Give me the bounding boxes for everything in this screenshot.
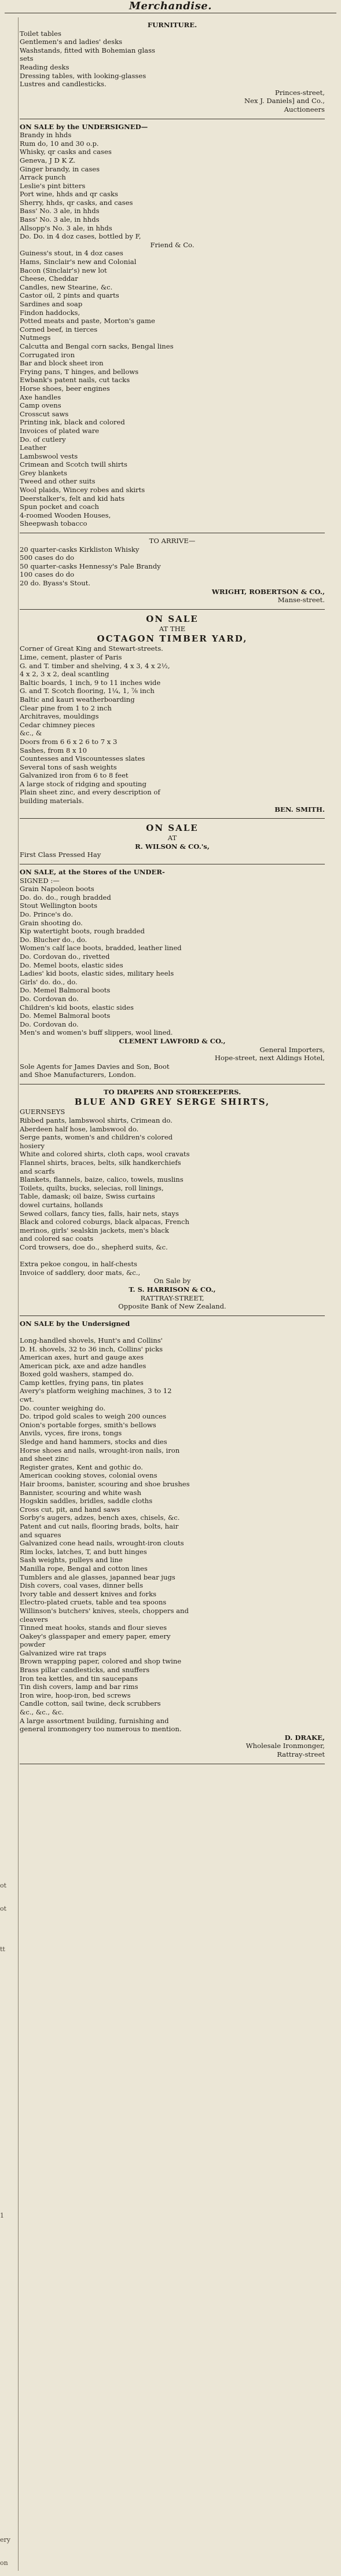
ad-line: Baltic and kauri weatherboarding [20, 695, 135, 703]
ad-line: Do. Cordovan do., rivetted [20, 952, 110, 961]
ad-line: Whisky, qr casks and cases [20, 148, 112, 156]
ad-line: Potted meats and paste, Morton's game [20, 317, 155, 325]
ad-line: Crosscut saws [20, 409, 69, 418]
ad-line: American cooking stoves, colonial ovens [20, 1471, 157, 1480]
ad-line: ON SALE by the UNDERSIGNED— [20, 122, 148, 131]
ad-line: Princes-street, [275, 88, 325, 97]
ad-line: Women's calf lace boots, bradded, leather lined [20, 944, 182, 952]
advertisement [20, 119, 325, 534]
ad-line: Do. do. do., rough bradded [20, 893, 111, 902]
ad-line: TO ARRIVE— [149, 537, 196, 545]
ad-line: Iron wire, hoop-iron, bed screws [20, 1691, 131, 1699]
ad-line: Allsopp's No. 3 ale, in hhds [20, 223, 112, 232]
ad-line: and scarfs [20, 1167, 55, 1175]
ad-line: Anvils, vyces, fire irons, tongs [20, 1429, 122, 1438]
ad-line: SIGNED :— [20, 876, 60, 885]
ad-line: Toilets, quilts, bucks, selecias, roll linings, [20, 1183, 164, 1192]
ad-line: Do. Cordovan do. [20, 994, 79, 1003]
ad-line: BLUE AND GREY SERGE SHIRTS, [74, 1097, 270, 1108]
ad-line: A large stock of ridging and spouting [20, 779, 146, 788]
ad-line: Gentlemen's and ladies' desks [20, 38, 123, 46]
ad-line: Ivory table and dessert knives and forks [20, 1589, 157, 1598]
ad-line: Candle cotton, sail twine, deck scrubbers [20, 1699, 161, 1708]
ad-line: 500 cases do do [20, 554, 75, 562]
ad-line: ON SALE by the Undersigned [20, 1319, 130, 1328]
ad-line: On Sale by [153, 1277, 191, 1285]
ad-line: Corner of Great King and Stewart-streets. [20, 644, 163, 653]
ad-line: Do. Prince's do. [20, 910, 74, 918]
ad-line: D. DRAKE, [284, 1733, 325, 1742]
ad-line: and Shoe Manufacturers, London. [20, 1071, 136, 1079]
ad-line: Grain shooting do. [20, 918, 83, 927]
ad-line: 4 x 2, 3 x 2, deal scantling [20, 670, 109, 679]
ad-line: Several tons of sash weights [20, 763, 117, 771]
ad-line: Nutmegs [20, 334, 51, 342]
ad-line: Sole Agents for James Davies and Son, Boot [20, 1062, 170, 1071]
ad-line: sets [20, 54, 34, 63]
ad-line: Galvanized wire rat traps [20, 1648, 107, 1657]
ad-line: Hair brooms, banister, scouring and shoe brushes [20, 1480, 190, 1488]
ad-line: Washstands, fitted with Bohemian glass [20, 46, 155, 54]
ad-line: BEN. SMITH. [274, 805, 325, 814]
advertisement [20, 610, 325, 819]
ad-line: G. and T. Scotch flooring, 1¼, 1, ⅞ inch [20, 687, 155, 695]
ad-line: A large assortment building, furnishing and [20, 1716, 169, 1725]
ad-line: Ribbed pants, lambswool shirts, Crimean do. [20, 1116, 173, 1125]
ad-line: powder [20, 1640, 46, 1649]
ad-line: Lambswool vests [20, 452, 78, 460]
ad-line: &c., & [20, 729, 42, 738]
ad-line: Auctioneers [284, 105, 325, 113]
ad-line: Plain sheet zinc, and every description of [20, 788, 160, 797]
ad-line: Brandy in hhds [20, 131, 72, 140]
ad-line: Rum do, 10 and 30 o.p. [20, 139, 99, 148]
ad-line: Bannister, scouring and white wash [20, 1488, 141, 1497]
ad-line: Grey blankets [20, 468, 67, 477]
advertisement [20, 533, 325, 610]
ad-line: Aberdeen half hose, lambswool do. [20, 1124, 139, 1133]
ad-line: Lustres and candlesticks. [20, 80, 107, 89]
ad-line: Sledge and hand hammers, stocks and dies [20, 1438, 167, 1446]
ad-line: Girls' do. do., do. [20, 977, 78, 986]
ad-line: Hogskin saddles, bridles, saddle cloths [20, 1497, 153, 1505]
ad-line: Tinned meat hooks, stands and flour sieves [20, 1624, 167, 1632]
ad-line: Cord trowsers, doe do., shepherd suits, &c. [20, 1243, 168, 1251]
ad-line: Do. Memel Balmoral boots [20, 986, 111, 995]
ad-line: cleavers [20, 1615, 48, 1624]
ad-line: Deerstalker's, felt and kid hats [20, 494, 125, 503]
ad-line: Kip watertight boots, rough bradded [20, 927, 145, 936]
ad-line: RATTRAY-STREET, [140, 1294, 204, 1302]
ad-line: Horse shoes and nails, wrought-iron nails, iron [20, 1446, 180, 1454]
ad-line: Geneva, J D K Z. [20, 156, 76, 164]
ad-line: Architraves, mouldings [20, 712, 99, 721]
ad-line: Wholesale Ironmonger, [245, 1742, 325, 1750]
ad-line: Iron tea kettles, and tin saucepans [20, 1674, 138, 1683]
gutter-fragment: on [0, 2559, 8, 2567]
ad-line: D. H. shovels, 32 to 36 inch, Collins' picks [20, 1344, 163, 1353]
ad-line: Tumblers and ale glasses, japanned bear jugs [20, 1573, 175, 1581]
ad-line: 20 quarter-casks Kirkliston Whisky [20, 545, 140, 554]
ad-line: Opposite Bank of New Zealand. [118, 1302, 226, 1311]
advertisement [20, 17, 325, 119]
ad-line: General Importers, [259, 1045, 325, 1054]
ad-line: Corrugated iron [20, 350, 75, 359]
ad-line: ON SALE, at the Stores of the UNDER- [20, 868, 165, 877]
ad-line: Cross cut, pit, and hand saws [20, 1505, 120, 1514]
ad-line: Tweed and other suits [20, 477, 96, 486]
ad-line: Findon haddocks, [20, 308, 80, 317]
ad-line: Nex J. Daniels] and Co., [244, 97, 325, 105]
ad-line: Brown wrapping paper, colored and shop twine [20, 1657, 182, 1666]
ad-line: American axes, hurt and gauge axes [20, 1353, 144, 1362]
ad-line: Spun pocket and coach [20, 503, 99, 511]
ad-line: Onion's portable forges, smith's bellows [20, 1420, 156, 1429]
ad-line: Ginger brandy, in cases [20, 164, 100, 173]
ad-line: Castor oil, 2 pints and quarts [20, 291, 119, 300]
ad-line: Camp kettles, frying pans, tin plates [20, 1378, 144, 1387]
ad-line: Men's and women's buff slippers, wool lined. [20, 1028, 173, 1037]
gutter-fragment: ery [0, 2536, 10, 2544]
advertisement [20, 1316, 325, 1764]
ad-line: Register grates, Kent and gothic do. [20, 1463, 143, 1471]
ad-line: Axe handles [20, 393, 61, 401]
ad-line: Sash weights, pulleys and line [20, 1556, 123, 1564]
ad-line: Ladies' kid boots, elastic sides, military heels [20, 969, 174, 978]
ad-line: Galvanized cone head nails, wrought-iron clouts [20, 1539, 184, 1548]
ad-line: Bar and block sheet iron [20, 359, 104, 368]
ad-line: Corned beef, in tierces [20, 325, 98, 334]
ad-line: cwt. [20, 1395, 34, 1404]
ad-line: 50 quarter-casks Hennessy's Pale Brandy [20, 562, 161, 570]
ad-line: Manilla rope, Bengal and cotton lines [20, 1564, 148, 1573]
ad-line: Do. counter weighing do. [20, 1404, 106, 1412]
advertisement [20, 819, 325, 864]
ad-line: Camp ovens [20, 401, 61, 410]
advertisement [20, 1084, 325, 1316]
ad-line: dowel curtains, hollands [20, 1201, 103, 1209]
ad-line: Sardines and soap [20, 300, 83, 308]
ad-line: hosiery [20, 1141, 45, 1150]
ad-line: WRIGHT, ROBERTSON & CO., [211, 587, 325, 596]
ad-line: GUERNSEYS [20, 1108, 65, 1116]
ad-line: Guiness's stout, in 4 doz cases [20, 249, 123, 258]
advertisement [20, 864, 325, 1084]
ad-line: Leather [20, 444, 47, 452]
ad-line: Do. Blucher do., do. [20, 935, 87, 944]
ad-line: Brass pillar candlesticks, and snuffers [20, 1666, 150, 1674]
ad-line: Boxed gold washers, stamped do. [20, 1370, 134, 1379]
ad-line: Horse shoes, beer engines [20, 384, 110, 393]
ad-line: Oakey's glasspaper and emery paper, emery [20, 1632, 171, 1640]
ad-line: Arrack punch [20, 173, 66, 182]
ad-line: Friend & Co. [150, 240, 195, 249]
ad-line: Wool plaids, Wincey robes and skirts [20, 486, 145, 494]
ad-line: and colored sac coats [20, 1234, 94, 1243]
ad-line: Hope-street, next Aldings Hotel, [214, 1054, 325, 1062]
ad-line: Serge pants, women's and children's colored [20, 1133, 173, 1142]
ad-line: FURNITURE. [147, 21, 197, 29]
ad-line: Avery's platform weighing machines, 3 to 12 [20, 1387, 172, 1395]
ad-line: Invoices of plated ware [20, 426, 100, 435]
ad-line: Hams, Sinclair's new and Colonial [20, 258, 137, 266]
ad-line: &c., &c., &c. [20, 1708, 64, 1717]
ad-line: AT [167, 834, 177, 842]
ad-line: ON SALE [146, 823, 199, 834]
ad-line: Extra pekoe congou, in half-chests [20, 1260, 137, 1269]
ad-line: and squares [20, 1530, 61, 1539]
ad-line: Cheese, Cheddar [20, 274, 78, 283]
ad-line: Doors from 6 6 x 2 6 to 7 x 3 [20, 737, 118, 746]
ad-line: 20 do. Byass's Stout. [20, 579, 91, 587]
ad-line: general ironmongery too numerous to mention. [20, 1725, 182, 1734]
ad-line: G. and T. timber and shelving, 4 x 3, 4 x 2½, [20, 661, 170, 670]
ad-line: Calcutta and Bengal corn sacks, Bengal lines [20, 342, 174, 350]
ad-line: Frying pans, T hinges, and bellows [20, 367, 139, 376]
ad-line: CLEMENT LAWFORD & CO., [119, 1036, 226, 1045]
ad-line: Sorby's augers, adzes, bench axes, chisels, &c. [20, 1514, 180, 1522]
ad-line: AT THE [159, 624, 186, 633]
ad-line: Do. Cordovan do. [20, 1020, 79, 1028]
ad-line: Sherry, hhds, qr casks, and cases [20, 198, 133, 207]
ad-line: Sewed collars, fancy ties, falls, hair nets, stays [20, 1209, 179, 1218]
ad-line: Reading desks [20, 63, 69, 71]
ad-line: Toilet tables [20, 29, 61, 38]
ad-line: 100 cases do do [20, 570, 75, 579]
ad-line: Do. of cutlery [20, 435, 66, 444]
ad-line: Bass' No. 3 ale, in hhds [20, 207, 100, 215]
ad-line: Willinson's butchers' knives, steels, choppers and [20, 1606, 189, 1615]
ad-line: Stout Wellington boots [20, 902, 98, 910]
ad-line: Do. Memel boots, elastic sides [20, 961, 123, 969]
ad-line: Electro-plated cruets, table and tea spoons [20, 1598, 167, 1607]
ad-line: Baltic boards, 1 inch, 9 to 11 inches wide [20, 678, 161, 687]
ad-line: Clear pine from 1 to 2 inch [20, 703, 112, 712]
ad-line: Rim locks, latches, T, and butt hinges [20, 1547, 147, 1556]
ad-line: Do. Memel Balmoral boots [20, 1012, 111, 1020]
ad-line: R. WILSON & CO.'s, [135, 842, 210, 851]
ad-line: Lime, cement, plaster of Paris [20, 653, 122, 661]
ad-line: Cedar chimney pieces [20, 720, 95, 729]
ad-line: Do. tripod gold scales to weigh 200 ounces [20, 1412, 167, 1421]
ad-line: Bacon (Sinclair's) new lot [20, 266, 107, 274]
ad-line [20, 1252, 325, 1260]
gutter-fragment: ot [0, 1882, 7, 1889]
ad-line: Patent and cut nails, flooring brads, bolts, hair [20, 1522, 179, 1530]
ad-line [20, 1328, 325, 1336]
ad-line: Flannel shirts, braces, belts, silk handkerchiefs [20, 1159, 181, 1167]
ad-line: Sheepwash tobacco [20, 519, 87, 528]
ad-line: Printing ink, black and colored [20, 418, 125, 427]
ad-line: Rattray-street [277, 1750, 325, 1758]
ad-line: Countesses and Viscountesses slates [20, 754, 145, 763]
ad-line: First Class Pressed Hay [20, 851, 101, 859]
ad-line: Grain Napoleon boots [20, 885, 94, 893]
ad-line: Bass' No. 3 ale, in hhds [20, 215, 100, 224]
ad-line: Galvanized iron from 6 to 8 feet [20, 771, 129, 780]
ad-line: Dish covers, coal vases, dinner bells [20, 1581, 144, 1590]
ad-line: Ewbank's patent nails, cut tacks [20, 376, 130, 384]
ad-line: 4-roomed Wooden Houses, [20, 511, 111, 519]
ad-line: ON SALE [146, 613, 199, 624]
page-header: Merchandise. [129, 0, 212, 12]
ad-line: Blankets, flannels, baize, calico, towels, muslins [20, 1175, 184, 1184]
ad-line: Manse-street. [277, 596, 325, 604]
ad-line: Tin dish covers, lamp and bar rims [20, 1683, 138, 1691]
ad-line: and sheet zinc [20, 1454, 69, 1463]
ad-line: White and colored shirts, cloth caps, wool cravats [20, 1150, 190, 1159]
ad-line: building materials. [20, 797, 84, 805]
ad-line: TO DRAPERS AND STOREKEEPERS. [103, 1087, 241, 1096]
gutter-fragment: tt [0, 1945, 5, 1953]
gutter-fragment: ot [0, 1905, 7, 1912]
ad-line: Crimean and Scotch twill shirts [20, 460, 127, 469]
ad-line: Table, damask; oil baize, Swiss curtains [20, 1192, 155, 1201]
ad-line: Candles, new Stearine, &c. [20, 283, 113, 291]
ad-line: Sashes, from 8 x 10 [20, 746, 87, 754]
ad-line: merinos, girls' sealskin jackets, men's black [20, 1226, 169, 1234]
ad-line: T. S. HARRISON & CO., [129, 1285, 216, 1294]
ad-line: Invoice of saddlery, door mats, &c., [20, 1268, 141, 1277]
ad-line: OCTAGON TIMBER YARD, [97, 633, 248, 644]
column-rule [18, 17, 19, 2571]
ad-line: Do. Do. in 4 doz cases, bottled by F, [20, 232, 141, 241]
ad-line: Long-handled shovels, Hunt's and Collins' [20, 1336, 163, 1344]
ad-line: Leslie's pint bitters [20, 181, 86, 190]
advertisement-column [20, 17, 325, 1764]
ad-line: Children's kid boots, elastic sides [20, 1003, 134, 1012]
ad-line: American pick, axe and adze handles [20, 1361, 146, 1370]
gutter-fragment: 1 [0, 2212, 4, 2219]
ad-line: Port wine, hhds and qr casks [20, 190, 118, 199]
ad-line: Dressing tables, with looking-glasses [20, 71, 146, 80]
ad-line: Black and colored coburgs, black alpacas, French [20, 1218, 189, 1226]
